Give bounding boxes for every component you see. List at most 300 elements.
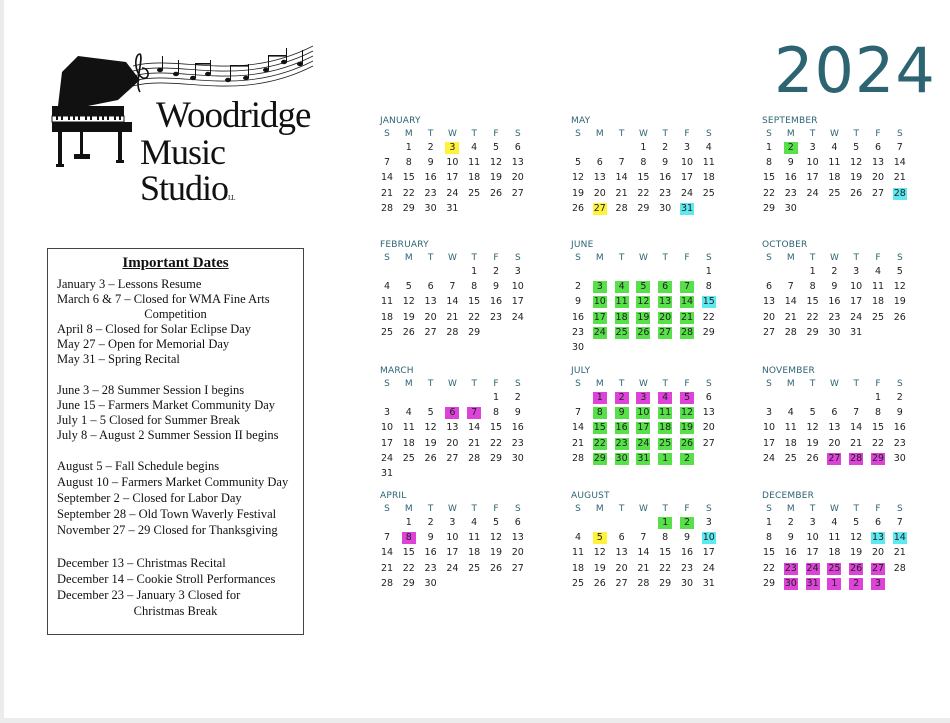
calendar-day: 20	[828, 437, 841, 449]
highlighted-day: 28	[850, 452, 863, 464]
calendar-day: 19	[489, 547, 503, 559]
highlighted-day: 27	[659, 326, 672, 338]
calendar-day: 8	[765, 532, 773, 544]
highlighted-day: 24	[806, 562, 819, 574]
highlighted-day: 25	[659, 437, 672, 449]
calendar-day: 24	[680, 187, 694, 199]
weekday-header: F	[493, 253, 499, 263]
calendar-day: 19	[893, 296, 906, 308]
calendar-day: 11	[828, 532, 841, 544]
highlighted-day: 6	[445, 407, 459, 419]
weekday-header: W	[447, 253, 457, 263]
calendar-day: 19	[489, 172, 503, 184]
calendar-day: 22	[806, 311, 819, 323]
calendar-day: 11	[402, 422, 415, 434]
highlighted-day: 4	[615, 281, 629, 293]
calendar-day: 29	[762, 202, 776, 214]
calendar-day: 17	[762, 437, 776, 449]
important-date-line: January 3 – Lessons Resume	[57, 277, 202, 291]
highlighted-day: 25	[615, 326, 628, 338]
weekday-header: T	[618, 129, 625, 139]
weekday-header: M	[595, 504, 604, 514]
calendar-day: 29	[702, 326, 715, 338]
calendar-day: 17	[702, 547, 715, 559]
studio-name-line2	[140, 134, 323, 216]
important-date-line: May 27 – Open for Memorial Day	[57, 337, 230, 351]
month-name: OCTOBER	[762, 240, 808, 250]
weekday-header: S	[896, 253, 903, 263]
calendar-day: 24	[702, 562, 715, 574]
weekday-header: W	[638, 504, 648, 514]
calendar-day: 31	[380, 468, 394, 479]
calendar-day: 26	[850, 187, 863, 199]
calendar-day: 18	[871, 296, 885, 308]
month-name: FEBRUARY	[380, 240, 429, 250]
calendar-day: 11	[468, 157, 481, 169]
calendar-day: 8	[874, 407, 882, 419]
calendar-day: 23	[424, 187, 437, 199]
calendar-day: 20	[871, 547, 885, 559]
important-date-line: September 28 – Old Town Waverly Festival	[57, 507, 277, 521]
calendar-day: 1	[640, 142, 647, 153]
calendar-day: 15	[762, 547, 776, 559]
weekday-header: T	[427, 129, 434, 139]
calendar-day: 20	[615, 562, 628, 574]
calendar-day: 17	[380, 437, 394, 449]
weekday-header: S	[514, 253, 521, 263]
weekday-header: S	[384, 504, 390, 514]
calendar-day: 17	[446, 172, 459, 184]
calendar-day: 3	[853, 266, 860, 277]
calendar-day: 14	[893, 157, 906, 169]
month-name: MAY	[571, 116, 591, 126]
calendar-day: 25	[468, 187, 481, 199]
calendar-day: 20	[871, 172, 885, 184]
calendar-day: 10	[806, 157, 819, 169]
calendar-day: 1	[765, 142, 773, 153]
weekday-header: S	[705, 253, 712, 263]
highlighted-day: 2	[849, 578, 863, 590]
calendar-day: 25	[702, 187, 715, 199]
calendar-day: 27	[511, 187, 524, 199]
weekday-header: M	[404, 129, 413, 139]
calendar-day: 30	[424, 202, 437, 214]
important-date-line: June 3 – 28 Summer Session I begins	[57, 383, 245, 397]
calendar-day: 6	[765, 281, 773, 293]
month-name: AUGUST	[571, 491, 610, 501]
highlighted-day: 15	[702, 296, 715, 308]
calendar-day: 5	[405, 281, 412, 293]
calendar-day: 28	[446, 326, 459, 338]
calendar-day: 9	[662, 157, 669, 169]
highlighted-day: 30	[784, 577, 797, 589]
weekday-header: S	[896, 379, 903, 389]
calendar-day: 29	[762, 577, 776, 589]
highlighted-day: 3	[871, 578, 885, 590]
calendar-day: 9	[427, 532, 434, 544]
calendar-day: 1	[405, 142, 412, 153]
calendar-day: 15	[871, 422, 885, 434]
calendar-day: 7	[896, 142, 903, 153]
highlighted-day: 5	[680, 392, 694, 404]
calendar-day: 28	[637, 577, 650, 589]
calendar-day: 26	[571, 202, 585, 214]
calendar-day: 3	[683, 142, 691, 153]
calendar-day: 4	[787, 407, 794, 419]
calendar-day: 16	[680, 547, 694, 559]
weekday-header: S	[575, 129, 581, 139]
calendar-day: 1	[705, 266, 712, 277]
calendar-day: 29	[637, 202, 650, 214]
calendar-day: 4	[574, 532, 582, 544]
calendar-day: 10	[446, 532, 459, 544]
calendar-day: 14	[784, 296, 797, 308]
calendar-day: 18	[571, 562, 585, 574]
calendar-day: 6	[705, 392, 712, 403]
calendar-day: 30	[828, 326, 841, 338]
calendar-day: 29	[402, 202, 415, 214]
calendar-day: 21	[637, 562, 650, 574]
calendar-day: 2	[831, 266, 838, 277]
weekday-header: S	[766, 253, 772, 263]
calendar-day: 9	[574, 296, 582, 308]
calendar-day: 2	[662, 142, 669, 153]
calendar-day: 9	[787, 157, 794, 169]
calendar-day: 1	[809, 266, 816, 277]
calendar-day: 15	[489, 422, 503, 434]
important-date-line: November 27 – 29 Closed for Thanksgiving	[57, 523, 278, 537]
weekday-header: W	[829, 379, 839, 389]
calendar-day: 2	[492, 266, 500, 277]
calendar-day: 26	[593, 577, 606, 589]
calendar-day: 19	[850, 547, 863, 559]
calendar-day: 4	[874, 266, 882, 277]
studio-name-line2-text: Music Studio	[140, 132, 229, 208]
calendar-day: 14	[380, 172, 394, 184]
calendar-day: 4	[471, 142, 478, 153]
important-date-line: September 2 – Closed for Labor Day	[57, 491, 242, 505]
calendar-day: 19	[593, 562, 606, 574]
calendar-day: 11	[828, 157, 841, 169]
calendar-day: 6	[514, 142, 521, 153]
calendar-day: 8	[765, 157, 773, 169]
calendar-day: 23	[893, 437, 906, 449]
calendar-day: 14	[380, 547, 394, 559]
calendar-day: 4	[831, 142, 838, 153]
weekday-header: T	[471, 379, 477, 389]
calendar-day: 16	[893, 422, 906, 434]
highlighted-day: 27	[593, 202, 606, 214]
weekday-header: W	[829, 504, 839, 514]
calendar-day: 4	[405, 407, 412, 419]
highlighted-day: 1	[658, 517, 672, 529]
weekday-header: T	[662, 129, 668, 139]
month-name: JANUARY	[380, 116, 421, 126]
highlighted-day: 16	[615, 422, 628, 434]
calendar-day: 27	[446, 452, 459, 464]
calendar-day: 27	[762, 326, 776, 338]
weekday-header: M	[786, 504, 795, 514]
weekday-header: S	[575, 504, 581, 514]
calendar-day: 25	[871, 311, 885, 323]
calendar-day: 18	[828, 172, 841, 184]
weekday-header: F	[875, 379, 881, 389]
calendar-day: 14	[446, 296, 459, 308]
weekday-header: T	[853, 253, 859, 263]
calendar-day: 22	[489, 437, 503, 449]
calendar-day: 19	[850, 172, 863, 184]
important-date-line: December 23 – January 3 Closed for	[57, 588, 241, 602]
weekday-header: S	[384, 129, 390, 139]
calendar-day: 28	[468, 452, 481, 464]
weekday-header: S	[575, 379, 581, 389]
calendar-day: 22	[402, 187, 415, 199]
calendar-day: 17	[850, 296, 863, 308]
calendar-day: 13	[702, 407, 715, 419]
weekday-header: S	[766, 504, 772, 514]
calendar-day: 16	[489, 296, 503, 308]
highlighted-day: 13	[659, 296, 672, 308]
calendar-day: 10	[511, 281, 524, 293]
calendar-day: 23	[680, 562, 694, 574]
calendar-day: 24	[806, 187, 819, 199]
important-date-line: Christmas Break	[133, 604, 218, 618]
highlighted-day: 29	[871, 452, 885, 464]
weekday-header: F	[493, 379, 499, 389]
calendar-day: 23	[511, 437, 524, 449]
calendar-day: 18	[402, 437, 415, 449]
weekday-header: T	[809, 253, 816, 263]
calendar-day: 24	[446, 562, 459, 574]
highlighted-day: 8	[593, 407, 607, 419]
weekday-header: W	[829, 253, 839, 263]
calendar-day: 8	[492, 407, 500, 419]
calendar-day: 16	[659, 172, 672, 184]
calendar-day: 10	[762, 422, 776, 434]
important-date-line: December 14 – Cookie Stroll Performances	[57, 572, 276, 586]
calendar-day: 21	[893, 172, 906, 184]
highlighted-day: 31	[637, 452, 650, 464]
calendar-day: 3	[383, 407, 391, 419]
calendar-day: 16	[784, 172, 797, 184]
calendar-day: 4	[471, 517, 478, 528]
calendar-day: 27	[871, 187, 885, 199]
calendar-day: 8	[809, 281, 816, 293]
calendar-day: 13	[615, 547, 628, 559]
calendar-day: 13	[871, 157, 885, 169]
highlighted-day: 28	[680, 326, 694, 338]
calendar-day: 11	[571, 547, 585, 559]
calendar-day: 4	[705, 142, 712, 153]
calendar-day: 6	[514, 517, 521, 528]
weekday-header: M	[404, 504, 413, 514]
calendar-day: 2	[427, 142, 434, 153]
highlighted-day: 10	[593, 296, 606, 308]
calendar-day: 8	[471, 281, 478, 293]
calendar-day: 6	[874, 142, 882, 153]
weekday-header: F	[875, 504, 881, 514]
calendar-day: 3	[809, 142, 816, 153]
calendar-day: 21	[850, 437, 863, 449]
highlighted-day: 10	[637, 407, 650, 419]
calendar-day: 5	[492, 517, 500, 528]
highlighted-day: 27	[871, 562, 885, 574]
month-name: JUNE	[571, 240, 594, 250]
calendar-day: 9	[514, 407, 521, 419]
calendar-day: 23	[828, 311, 841, 323]
highlighted-day: 15	[593, 422, 606, 434]
highlighted-day: 7	[467, 407, 481, 419]
calendar-day: 16	[424, 547, 437, 559]
weekday-header: M	[595, 253, 604, 263]
calendar-day: 10	[680, 157, 694, 169]
calendar-day: 23	[571, 326, 585, 338]
calendar-day: 13	[593, 172, 606, 184]
weekday-header: S	[384, 253, 390, 263]
weekday-header: T	[618, 253, 625, 263]
highlighted-day: 5	[593, 532, 607, 544]
calendar-day: 6	[427, 281, 434, 293]
highlighted-day: 18	[659, 422, 672, 434]
calendar-day: 25	[571, 577, 585, 589]
calendar-day: 9	[787, 532, 794, 544]
month-name: APRIL	[380, 491, 407, 501]
calendar-day: 16	[511, 422, 524, 434]
calendar-day: 28	[784, 326, 797, 338]
calendar-day: 11	[380, 296, 394, 308]
weekday-header: F	[493, 129, 499, 139]
weekday-header: W	[447, 504, 457, 514]
weekday-header: S	[514, 129, 521, 139]
weekday-header: T	[662, 504, 668, 514]
calendar-day: 19	[806, 437, 819, 449]
calendar-day: 16	[424, 172, 437, 184]
calendar-day: 6	[874, 517, 882, 528]
calendar-day: 17	[806, 547, 819, 559]
calendar-day: 25	[468, 562, 481, 574]
calendar-day: 30	[659, 202, 672, 214]
weekday-header: W	[638, 379, 648, 389]
calendar-day: 21	[784, 311, 797, 323]
calendar-day: 16	[828, 296, 841, 308]
calendar-day: 28	[380, 577, 394, 589]
highlighted-day: 3	[593, 281, 607, 293]
calendar-day: 14	[850, 422, 863, 434]
calendar-day: 9	[831, 281, 838, 293]
weekday-header: T	[427, 253, 434, 263]
highlighted-day: 1	[827, 578, 841, 590]
highlighted-day: 26	[680, 437, 694, 449]
calendar-day: 12	[402, 296, 415, 308]
highlighted-day: 24	[593, 326, 606, 338]
calendar-day: 13	[511, 157, 524, 169]
calendar-day: 10	[850, 281, 863, 293]
calendar-day: 23	[659, 187, 672, 199]
calendar-day: 22	[637, 187, 650, 199]
calendar-day: 7	[896, 517, 903, 528]
calendar-day: 28	[380, 202, 394, 214]
calendar-day: 19	[402, 311, 415, 323]
highlighted-day: 31	[680, 202, 694, 214]
calendar-day: 23	[784, 187, 797, 199]
weekday-header: W	[638, 253, 648, 263]
calendar-day: 30	[680, 577, 694, 589]
calendar-day: 15	[762, 172, 776, 184]
weekday-header: T	[809, 504, 816, 514]
calendar-day: 22	[871, 437, 885, 449]
calendar-day: 5	[853, 517, 860, 528]
calendar-day: 21	[446, 311, 459, 323]
calendar-day: 16	[784, 547, 797, 559]
weekday-header: T	[471, 253, 477, 263]
calendar-day: 11	[468, 532, 481, 544]
calendar-day: 10	[446, 157, 459, 169]
highlighted-day: 31	[806, 577, 819, 589]
weekday-header: W	[447, 129, 457, 139]
calendar-day: 15	[468, 296, 481, 308]
calendar-day: 25	[828, 187, 841, 199]
calendar-day: 12	[489, 157, 503, 169]
calendar-day: 17	[680, 172, 694, 184]
calendar-day: 14	[615, 172, 628, 184]
calendar-day: 15	[402, 547, 415, 559]
calendar-day: 29	[489, 452, 503, 464]
calendar-day: 5	[427, 407, 434, 419]
calendar-day: 28	[615, 202, 628, 214]
calendar-day: 2	[514, 392, 521, 403]
highlighted-day: 7	[680, 281, 694, 293]
calendar-day: 15	[402, 172, 415, 184]
highlighted-day: 10	[702, 532, 715, 544]
highlighted-day: 2	[784, 142, 798, 154]
highlighted-day: 2	[680, 517, 694, 529]
calendar-day: 6	[831, 407, 838, 419]
weekday-header: T	[471, 129, 477, 139]
highlighted-day: 27	[828, 452, 841, 464]
highlighted-day: 25	[828, 562, 841, 574]
calendar-day: 1	[471, 266, 478, 277]
highlighted-day: 22	[593, 437, 606, 449]
weekday-header: T	[662, 253, 668, 263]
weekday-header: M	[786, 129, 795, 139]
calendar-day: 30	[424, 577, 437, 589]
trademark-mark: LL	[228, 194, 235, 202]
calendar-day: 12	[571, 172, 585, 184]
weekday-header: F	[684, 504, 690, 514]
highlighted-day: 6	[658, 281, 672, 293]
calendar-day: 31	[702, 577, 715, 589]
weekday-header: F	[875, 129, 881, 139]
weekday-header: T	[427, 504, 434, 514]
calendar-day: 31	[446, 202, 459, 214]
calendar-day: 7	[383, 157, 391, 169]
highlighted-day: 11	[659, 407, 672, 419]
calendar-day: 12	[593, 547, 606, 559]
important-date-line: May 31 – Spring Recital	[57, 352, 180, 366]
calendar-day: 11	[702, 157, 715, 169]
highlighted-day: 26	[637, 326, 650, 338]
highlighted-day: 12	[637, 296, 650, 308]
weekday-header: F	[493, 504, 499, 514]
month-name: JULY	[571, 366, 591, 376]
highlighted-day: 3	[445, 142, 459, 154]
highlighted-day: 30	[615, 452, 628, 464]
calendar-day: 10	[806, 532, 819, 544]
calendar-day: 14	[571, 422, 585, 434]
calendar-day: 29	[659, 577, 672, 589]
calendar-day: 5	[574, 157, 582, 169]
weekday-header: T	[662, 379, 668, 389]
